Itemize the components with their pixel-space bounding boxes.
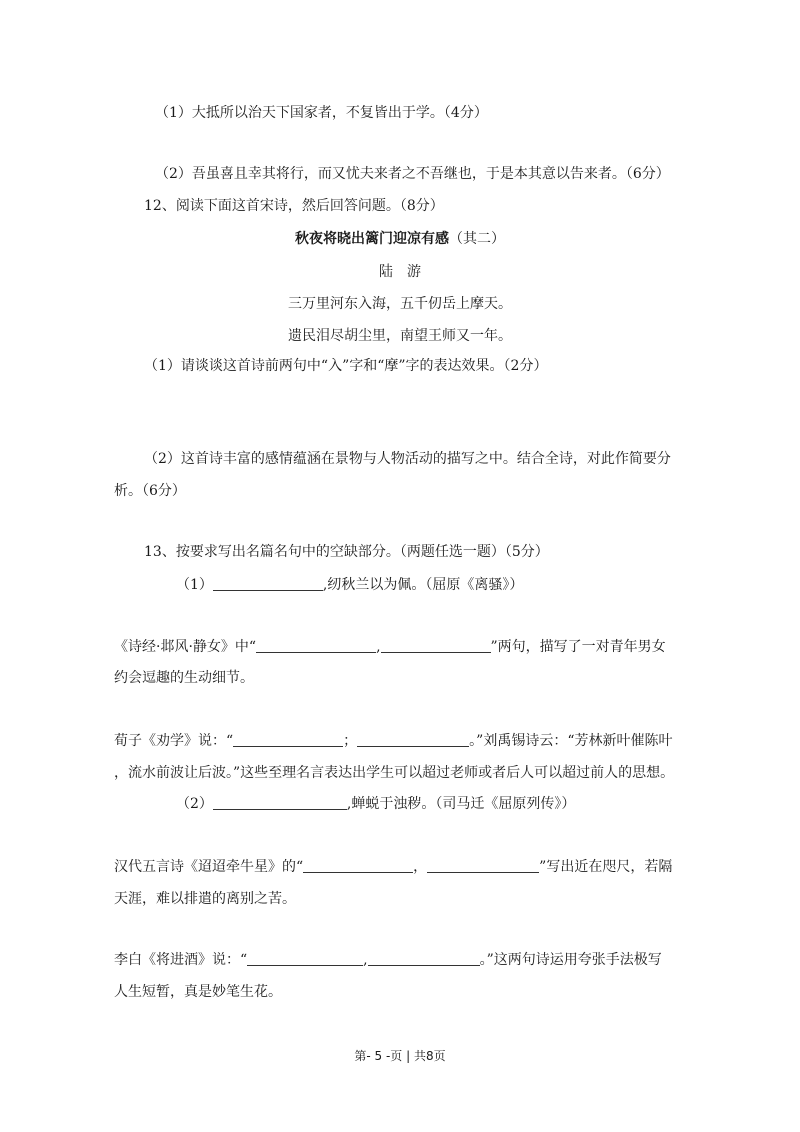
answer-blank[interactable] — [427, 858, 539, 873]
xunzi-line-2: ，流水前波让后波。”这些至理名言表达出学生可以超过老师或者后人可以超过前人的思想。 — [114, 765, 675, 781]
answer-blank[interactable] — [213, 576, 323, 591]
q11-item-2: （2）吾虽喜且幸其将行，而又忧夫来者之不吾继也，于是本其意以告来者。（6分） — [155, 166, 670, 182]
poem-line-2: 遗民泪尽胡尘里，南望王师又一年。 — [288, 328, 512, 344]
handai-mid: ， — [413, 859, 428, 875]
q12-sub-2-line-2: 析。（6分） — [114, 483, 186, 499]
answer-blank[interactable] — [357, 732, 469, 747]
shijing-line-1 — [114, 637, 666, 657]
part-1-text: ,纫秋兰以为佩。（屈原《离骚》） — [322, 577, 524, 593]
libai-after: 。”这两句诗运用夸张手法极写 — [479, 952, 662, 968]
answer-blank[interactable] — [303, 858, 413, 873]
libai-line-1 — [114, 950, 662, 970]
part-2-text: ,蝉蜕于浊秽。（司马迁《屈原列传》） — [346, 796, 576, 812]
poem-title-suffix: （其二） — [449, 231, 505, 247]
answer-blank[interactable] — [233, 732, 343, 747]
shijing-before: 《诗经·邶风·静女》中“ — [114, 639, 257, 655]
poem-title — [0, 229, 800, 249]
libai-mid: , — [363, 952, 368, 968]
part-1-number: （1） — [176, 577, 213, 593]
poem-title-main: 秋夜将晓出篱门迎凉有感 — [295, 231, 449, 247]
handai-line-2: 天涯，难以排遣的离别之苦。 — [114, 891, 296, 907]
xunzi-after: 。”刘禹锡诗云：“芳林新叶催陈叶 — [469, 733, 673, 749]
answer-blank[interactable] — [368, 951, 480, 966]
poem-line-1: 三万里河东入海，五千仞岳上摩天。 — [288, 296, 512, 312]
answer-blank[interactable] — [213, 795, 347, 810]
xunzi-before: 荀子《劝学》说：“ — [114, 733, 234, 749]
handai-line-1 — [114, 857, 672, 877]
q13-part-1 — [176, 575, 523, 595]
answer-blank[interactable] — [256, 638, 376, 653]
libai-before: 李白《将进酒》说：“ — [114, 952, 248, 968]
page-footer: 第- 5 -页 | 共8页 — [354, 1049, 446, 1063]
xunzi-line-1 — [114, 731, 673, 751]
libai-line-2: 人生短暂，真是妙笔生花。 — [114, 984, 282, 1000]
q12-prompt: 12、阅读下面这首宋诗，然后回答问题。（8分） — [144, 198, 444, 214]
shijing-after: ”两句，描写了一对青年男女 — [490, 639, 666, 655]
answer-blank[interactable] — [381, 638, 491, 653]
q13-prompt: 13、按要求写出名篇名句中的空缺部分。（两题任选一题）（5分） — [144, 544, 549, 560]
q11-item-1: （1）大抵所以治天下国家者，不复皆出于学。（4分） — [155, 105, 488, 121]
xunzi-mid: ； — [343, 733, 358, 749]
q13-part-2 — [176, 794, 575, 814]
shijing-line-2: 约会逗趣的生动细节。 — [114, 670, 254, 686]
handai-before: 汉代五言诗《迢迢牵牛星》的“ — [114, 859, 304, 875]
part-2-number: （2） — [176, 796, 213, 812]
q12-sub-1: （1）请谈谈这首诗前两句中“入”字和“摩”字的表达效果。（2分） — [144, 358, 548, 374]
shijing-comma: , — [376, 639, 381, 655]
poem-author: 陆 游 — [379, 264, 421, 280]
handai-after: ”写出近在咫尺，若隔 — [539, 859, 673, 875]
q12-sub-2-line-1: （2）这首诗丰富的感情蕴涵在景物与人物活动的描写之中。结合全诗，对此作简要分 — [144, 451, 671, 467]
answer-blank[interactable] — [247, 951, 363, 966]
